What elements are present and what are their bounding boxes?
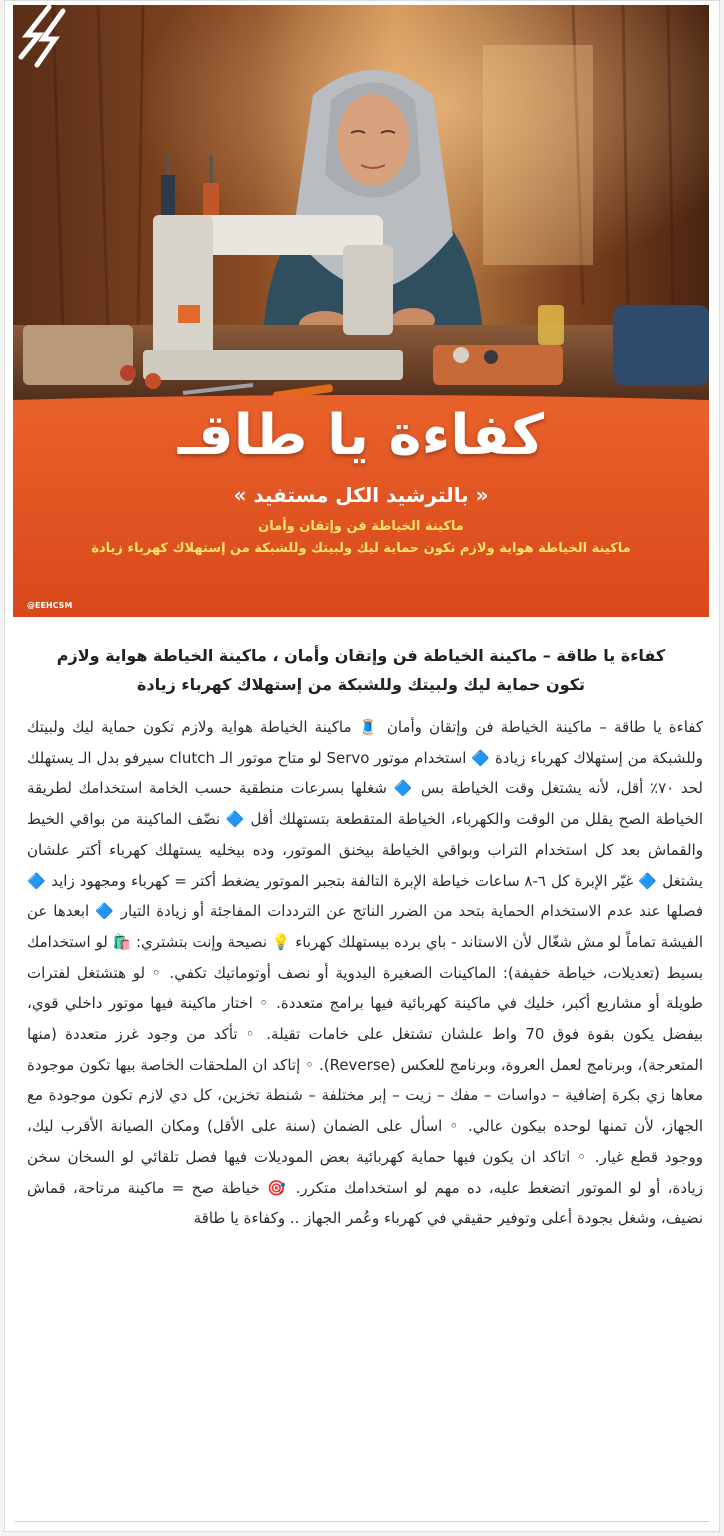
post-body: كفاءة يا طاقة – ماكينة الخياطة فن وإتقان وأمان 🧵 ماكينة الخياطة هواية ولازم تكون حماية ليك ولبيتك وللشبكة من إستهلاك كهرباء زيادة 🔷 استخدام موتور Servo لو متاح موتور الـ clutch سيرفو بدل الـ يستهلك لحد ٧٠٪ أقل، لأنه يشتغل وقت الخياطة بس 🔷 شغلها بسرعات منطقية حسب الخامة استخدامك لطريقة الخياطة الصح يقلل من الوقت والكهرباء، الخياطة المتقطعة بتستهلك أقل 🔷 نضّف الماكينة من بواقي الخيط والقماش بعد كل استخدام التراب وبواقي الخياطة بيخنق الموتور، وده بيخليه يستهلك كهرباء أكتر علشان يشتغل 🔷 غيّر الإبرة كل ٦-٨ ساعات خياطة الإبرة التالفة بتجبر الموتور يضغط أكتر = كهرباء ومجهود زايد 🔷 فصلها عند عدم الاستخدام الحماية بتحد من الضرر الناتج عن الترددات المفاجئة أو زيادة التيار 🔷 ابعدها عن الفيشة تماماً لو مش شغّال لأن الاستاند - باي برده بيستهلك كهرباء 💡 نصيحة وإنت بتشتري: 🛍️ لو استخدامك بسيط (تعديلات، خياطة خفيفة): الماكينات الصغيرة اليدوية أو نصف أوتوماتيك تكفي. ◦ لو هتشتغل لفترات طويلة أو مشاريع أكبر، خليك في ماكينة كهربائية فيها برامج متعددة. ◦ اختار ماكينة فيها موتور داخلي قوي، بيفضل يكون بقوة فوق 70 واط علشان تشتغل على خامات تقيلة. ◦ تأكد من وجود غرز متعددة (منها المتعرجة)، وبرنامج لعمل العروة، وبرنامج للعكس (Reverse). ◦ إتاكد ان الملحقات الخاصة بيها تكون موجودة معاها زي بكرة إضافية – دواسات – مفك – زيت – إبر مختلفة – شنطة تخزين، كل دي لازم تكون موجودة مع الجهاز، لأن تمنها لوحده بيكون عالي. ◦ اسأل على الضمان (سنة على الأقل) ومكان الصيانة الأقرب ليك، ووجود قطع غيار. ◦ اتاكد ان يكون فيها حماية كهربائية بعض الموديلات فيها فصل تلقائي لو السخان سخن زيادة، أو لو الموتور اتضغط عليه، ده مهم لو استخدامك متكرر. 🎯 خياطة صح = ماكينة مرتاحة، قماش نضيف، وشغل بجودة أعلى وتوفير حقيقي في كهرباء وعُمر الجهاز .. وكفاءة يا طاقة bbox=[27, 718, 704, 1228]
post-headline: كفاءة يا طاقة – ماكينة الخياطة فن وإتقان وأمان ، ماكينة الخياطة هواية ولازم تكون حماية ليك ولبيتك وللشبكة من إستهلاك كهرباء زيادة bbox=[56, 646, 666, 694]
post-card bbox=[4, 0, 720, 1532]
hero-subtitle-2: ماكينة الخياطة هواية ولازم تكون حماية ليك ولبيتك وللشبكة من إستهلاك كهرباء زيادة bbox=[91, 541, 631, 556]
hero-subtitle-1: ماكينة الخياطة فن وإتقان وأمان bbox=[258, 519, 464, 534]
hero-tagline: « بالترشيد الكل مستفيد » bbox=[233, 483, 489, 507]
hero-image bbox=[13, 5, 709, 617]
social-handle: @EEHCSM bbox=[27, 601, 73, 610]
divider bbox=[15, 1521, 709, 1522]
hero-title: كفاءة يا طاقـ bbox=[177, 403, 545, 468]
brand-logo-icon bbox=[13, 5, 73, 69]
